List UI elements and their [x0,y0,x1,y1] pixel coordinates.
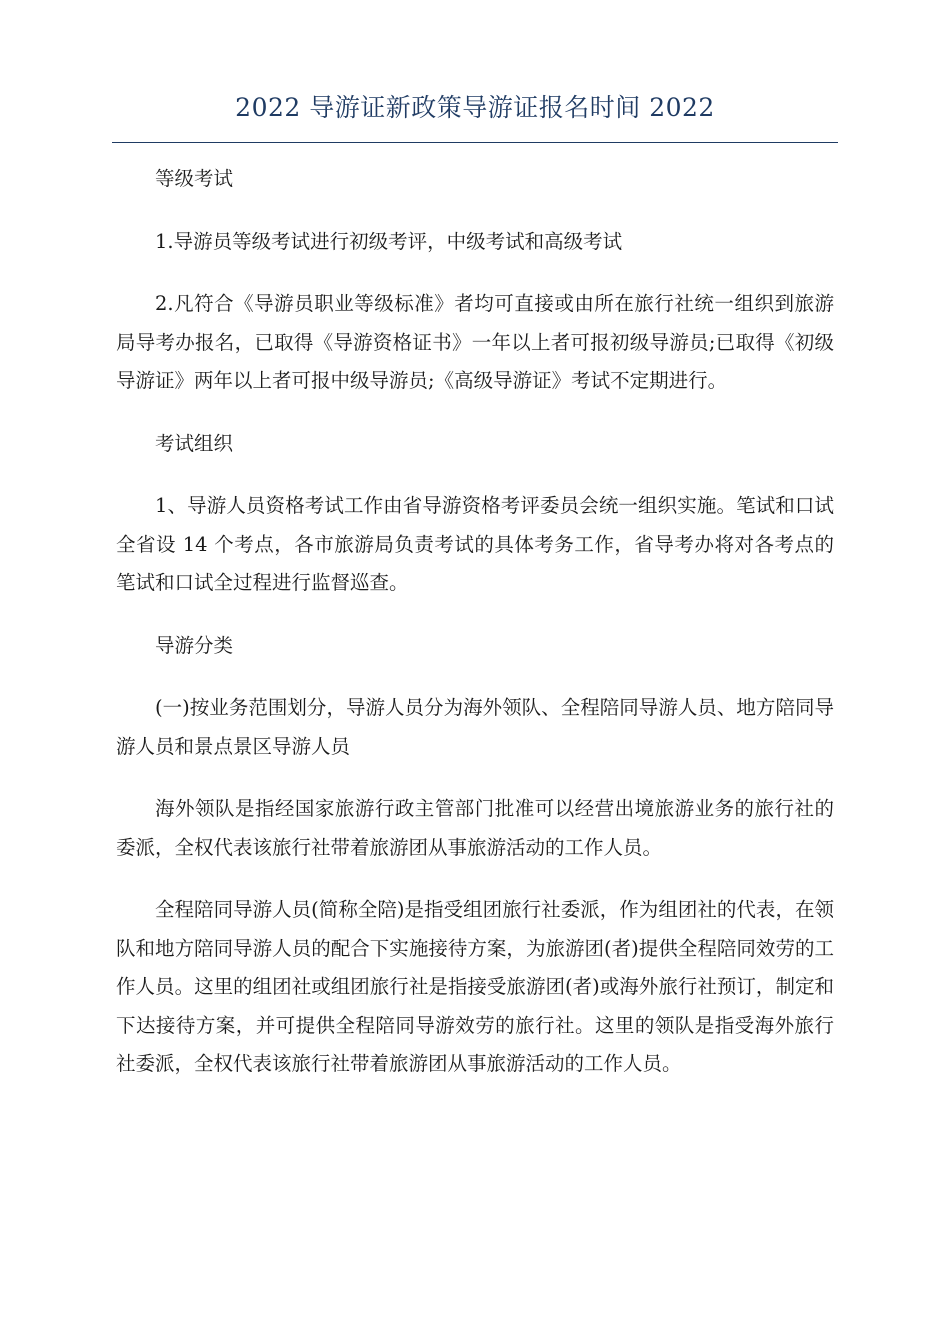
paragraph: 1、导游人员资格考试工作由省导游资格考评委员会统一组织实施。笔试和口试全省设 14 个考点，各市旅游局负责考试的具体考务工作，省导考办将对各考点的笔试和口试全过程进行监督巡查。 [116,494,834,594]
paragraph: 1.导游员等级考试进行初级考评，中级考试和高级考试 [155,229,623,253]
section-heading-exam-organization: 考试组织 [155,431,234,455]
paragraph: 2.凡符合《导游员职业等级标准》者均可直接或由所在旅行社统一组织到旅游局导考办报名，已取得《导游资格证书》一年以上者可报初级导游员;已取得《初级导游证》两年以上者可报中级导游员;《高级导游证》考试不定期进行。 [116,292,834,392]
paragraph: 海外领队是指经国家旅游行政主管部门批准可以经营出境旅游业务的旅行社的委派，全权代表该旅行社带着旅游团从事旅游活动的工作人员。 [116,797,834,859]
section-heading-guide-categories: 导游分类 [155,633,234,657]
document-body [116,160,834,1108]
section-heading-level-exam: 等级考试 [155,167,234,190]
document-title: 2022 导游证新政策导游证报名时间 2022 [235,93,715,122]
title-divider [112,142,838,143]
paragraph: (一)按业务范围划分，导游人员分为海外领队、全程陪同导游人员、地方陪同导游人员和景点景区导游人员 [116,696,834,758]
paragraph: 全程陪同导游人员(简称全陪)是指受组团旅行社委派，作为组团社的代表，在领队和地方陪同导游人员的配合下实施接待方案，为旅游团(者)提供全程陪同效劳的工作人员。这里的组团社或组团旅行社是指接受旅游团(者)或海外旅行社预订，制定和下达接待方案，并可提供全程陪同导游效劳的旅行社。这里的领队是指受海外旅行社委派，全权代表该旅行社带着旅游团从事旅游活动的工作人员。 [116,898,834,1075]
